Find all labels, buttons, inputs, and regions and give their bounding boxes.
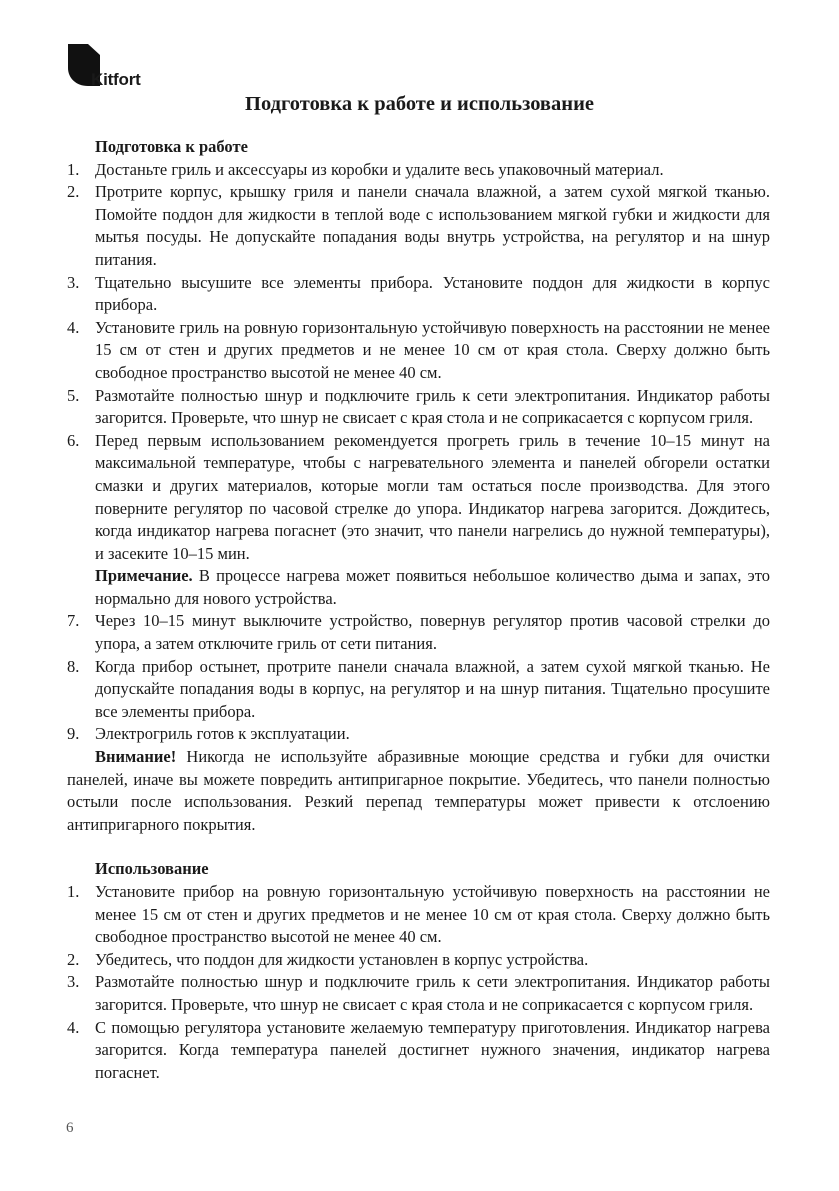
item-text: Установите гриль на ровную горизонтальную устойчивую поверхность на расстоянии не менее 15 см от стен и других предметов и не менее 10 см от края стола. Сверху должно быть свободное пространство высотой не менее 40 см. — [95, 317, 770, 382]
warning-paragraph — [67, 746, 770, 836]
item-text: Тщательно высушите все элементы прибора. Установите поддон для жидкости в корпус прибора. — [95, 272, 770, 315]
item-text: Перед первым использованием рекомендуется прогреть гриль в течение 10–15 минут на максимальной температуре, чтобы с нагревательного элемента и панелей обгорели остатки смазки и других материалов, которые могли там остаться после производства. Для этого поверните регулятор по часовой стрелке до упора. Индикатор нагрева загорится. Дождитесь, когда индикатор нагрева погаснет (это значит, что панели нагрелись до нужной температуры), и засеките 10–15 мин. — [95, 430, 770, 563]
list-item — [67, 159, 770, 182]
list-item — [67, 181, 770, 271]
section-spacer — [67, 836, 770, 858]
item-text: Когда прибор остынет, протрите панели сначала влажной, а затем сухой мягкой тканью. Не допускайте попадания воды в корпус, на регулятор и на шнур питания. Тщательно просушите все элементы прибора. — [95, 656, 770, 721]
list-item — [67, 272, 770, 317]
item-number: 4. — [67, 1017, 80, 1037]
item-number: 6. — [67, 430, 80, 450]
list-item — [67, 430, 770, 566]
item-text: С помощью регулятора установите желаемую температуру приготовления. Индикатор нагрева загорится. Когда температура панелей достигнет нужного значения, индикатор нагрева погаснет. — [95, 1017, 770, 1082]
kitfort-logo — [66, 42, 186, 92]
item-number: 1. — [67, 882, 80, 901]
item-text: Убедитесь, что поддон для жидкости установлен в корпус устройства. — [95, 949, 589, 969]
document-body — [67, 136, 770, 1084]
item-text: Достаньте гриль и аксессуары из коробки и удалите весь упаковочный материал. — [95, 159, 664, 179]
note-text: В процессе нагрева может появиться небольшое количество дыма и запах, это нормально для нового устройства. — [95, 566, 770, 608]
section-heading-usage: Использование — [95, 859, 209, 879]
note-paragraph — [67, 565, 770, 610]
item-text: Размотайте полностью шнур и подключите гриль к сети электропитания. Индикатор работы загорится. Проверьте, что шнур не свисает с края стола и не соприкасается с корпусом гриля. — [95, 972, 770, 1014]
item-number: 5. — [67, 385, 80, 405]
item-text: Установите прибор на ровную горизонтальную устойчивую поверхность на расстоянии не менее 15 см от стен и других предметов и не менее 10 см от края стола. Сверху должно быть свободное пространство высотой не менее 40 см. — [95, 882, 770, 947]
list-item — [67, 1017, 770, 1085]
item-number: 4. — [67, 317, 80, 337]
list-item — [67, 385, 770, 430]
item-number: 9. — [67, 724, 80, 744]
section-heading-preparation: Подготовка к работе — [95, 137, 248, 156]
item-number: 2. — [67, 949, 80, 969]
page-number: 6 — [66, 1120, 74, 1136]
warning-text: Никогда не используйте абразивные моющие средства и губки для очистки панелей, иначе вы можете повредить антипригарное покрытие. Убедитесь, что панели полностью остыли после использования. Резкий перепад температуры может привести к отслоению антипригарного покрытия. — [67, 747, 770, 834]
item-number: 1. — [67, 159, 80, 179]
item-number: 7. — [67, 611, 80, 631]
note-label: Примечание. — [95, 566, 193, 586]
list-item — [67, 949, 770, 972]
item-text: Размотайте полностью шнур и подключите гриль к сети электропитания. Индикатор работы загорится. Проверьте, что шнур не свисает с края стола и не соприкасается с корпусом гриля. — [95, 385, 770, 428]
item-number: 3. — [67, 972, 80, 992]
item-number: 3. — [67, 272, 80, 292]
item-text: Электрогриль готов к эксплуатации. — [95, 724, 350, 744]
list-item — [67, 656, 770, 724]
item-text: Через 10–15 минут выключите устройство, повернув регулятор против часовой стрелки до упора, а затем отключите гриль от сети питания. — [95, 611, 770, 654]
item-text: Протрите корпус, крышку гриля и панели сначала влажной, а затем сухой мягкой тканью. Помойте поддон для жидкости в теплой воде с использованием мягкой губки и жидкости для мытья посуды. Не допускайте попадания воды внутрь устройства, на регулятор и на шнур питания. — [95, 182, 770, 269]
warning-label: Внимание! — [95, 747, 177, 767]
list-item — [67, 971, 770, 1016]
brand-name: Kitfort — [91, 70, 141, 89]
list-item — [67, 723, 770, 746]
item-number: 8. — [67, 656, 80, 676]
item-number: 2. — [67, 182, 80, 202]
list-item — [67, 317, 770, 385]
page-title: Подготовка к работе и использование — [245, 93, 594, 115]
list-item — [67, 610, 770, 655]
list-item — [67, 881, 770, 949]
